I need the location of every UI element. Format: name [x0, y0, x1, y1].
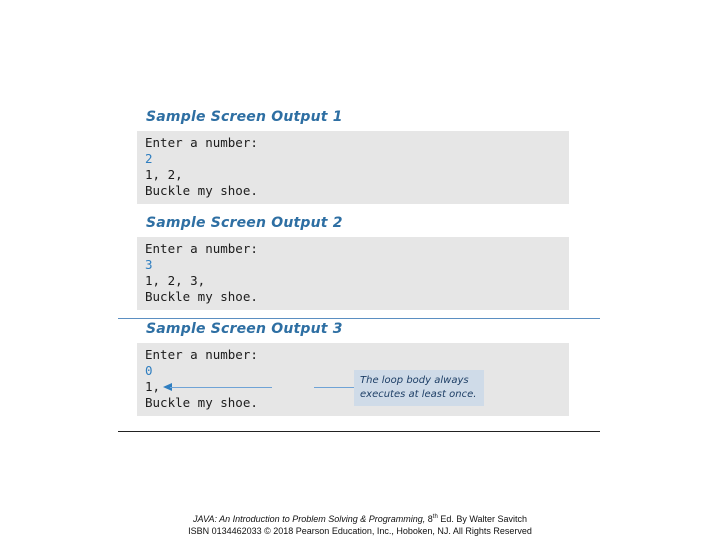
footer-edition-suffix: th: [432, 514, 438, 520]
output-line: Enter a number:: [145, 347, 258, 362]
output-line: Buckle my shoe.: [145, 183, 258, 198]
sample-3-output-box: [137, 343, 569, 416]
output-line: 1, 2, 3,: [145, 273, 206, 288]
footer-citation: [0, 514, 720, 524]
output-line: 1, 2,: [145, 167, 183, 182]
output-line: Enter a number:: [145, 135, 258, 150]
output-line: Buckle my shoe.: [145, 289, 258, 304]
output-line: Enter a number:: [145, 241, 258, 256]
output-line-input: 3: [145, 257, 153, 272]
output-line-input: 2: [145, 151, 153, 166]
sample-3-heading: Sample Screen Output 3: [146, 321, 343, 337]
annotation-arrow-line: [170, 387, 272, 388]
output-line-input: 0: [145, 363, 153, 378]
footer-copyright: ISBN 0134462033 © 2018 Pearson Education, Inc., Hoboken, NJ. All Rights Reserved: [188, 526, 532, 536]
footer-book-title: JAVA: An Introduction to Problem Solving & Programming,: [192, 514, 426, 524]
footer-edition-number: 8: [427, 514, 433, 524]
sample-1-output-box: [137, 131, 569, 204]
sample-2-heading: Sample Screen Output 2: [146, 215, 343, 231]
output-line: 1,: [145, 379, 161, 394]
output-line: Buckle my shoe.: [145, 395, 258, 410]
annotation-arrow-line: [314, 387, 354, 388]
annotation-note: The loop body always executes at least once.: [354, 370, 484, 406]
divider-rule: [118, 318, 600, 319]
bottom-rule: [118, 431, 600, 432]
sample-1-heading: Sample Screen Output 1: [146, 109, 343, 125]
sample-2-output-box: [137, 237, 569, 310]
footer-author: Ed. By Walter Savitch: [437, 514, 528, 524]
